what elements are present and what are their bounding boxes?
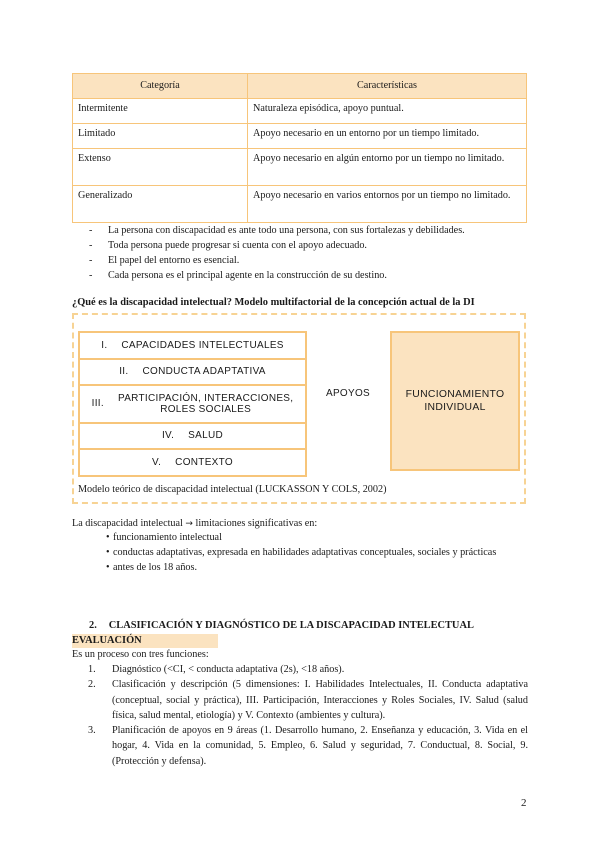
evaluation-intro: Es un proceso con tres funciones: — [72, 649, 209, 660]
section-heading-classification: 2. CLASIFICACIÓN Y DIAGNÓSTICO DE LA DISCAPACIDAD INTELECTUAL — [89, 620, 474, 631]
table-cell: Intermitente — [73, 99, 248, 124]
right-arrow-icon: → — [185, 519, 193, 529]
column-header: Categoría — [73, 74, 248, 99]
table-row — [73, 186, 527, 223]
model-caption: Modelo teórico de discapacidad intelectual (LUCKASSON Y COLS, 2002) — [78, 484, 387, 495]
list-item: • antes de los 18 años. — [106, 561, 530, 576]
evaluation-heading: EVALUACIÓN — [72, 634, 218, 648]
table-cell: Limitado — [73, 124, 248, 149]
di-definition-intro: La discapacidad intelectual → limitaciones significativas en: — [72, 518, 318, 529]
table-row — [73, 149, 527, 186]
list-item: - El papel del entorno es esencial. — [88, 253, 528, 268]
support-intensity-table — [72, 73, 527, 223]
dimension-item: III. PARTICIPACIÓN, INTERACCIONES, ROLES SOCIALES — [80, 384, 305, 422]
list-item: - Cada persona es el principal agente en la construcción de su destino. — [88, 268, 528, 283]
list-item: • funcionamiento intelectual — [106, 531, 530, 546]
individual-functioning-label: FUNCIONAMIENTO INDIVIDUAL — [405, 389, 505, 413]
table-cell: Apoyo necesario en algún entorno por un tiempo no limitado. — [248, 149, 527, 186]
column-header: Características — [248, 74, 527, 99]
table-row — [73, 99, 527, 124]
dimension-item: IV. SALUD — [80, 422, 305, 448]
dimension-item: II. CONDUCTA ADAPTATIVA — [80, 358, 305, 384]
table-header-row — [73, 74, 527, 99]
table-cell: Apoyo necesario en varios entornos por un tiempo no limitado. — [248, 186, 527, 223]
list-item: 1. Diagnóstico (<CI, < conducta adaptativa (2s), <18 años). — [88, 664, 345, 675]
dimension-item: V. CONTEXTO — [80, 448, 305, 475]
principles-list — [88, 223, 528, 283]
dimensions-list — [78, 331, 307, 477]
list-item: - La persona con discapacidad es ante todo una persona, con sus fortalezas y debilidades. — [88, 223, 528, 238]
table-cell: Extenso — [73, 149, 248, 186]
table-cell: Naturaleza episódica, apoyo puntual. — [248, 99, 527, 124]
definition-criteria-list — [106, 531, 530, 575]
list-item: 2. Clasificación y descripción (5 dimensiones: I. Habilidades Intelectuales, II. Conducta adaptativa (conceptual, social y práctica), III. Participación, Interacciones y Roles Sociales, IV. Salud (salud física, salud mental, etiología) y V. Contexto (ambientes y cultura). — [88, 679, 528, 721]
list-item: 3. Planificación de apoyos en 9 áreas (1. Desarrollo humano, 2. Enseñanza y educación, 3. Vida en el hogar, 4. Vida en la comunidad, 5. Empleo, 6. Salud y seguridad, 7. Conductual, 8. Social, 9. (Protección y defensa). — [88, 725, 528, 767]
evaluation-functions-list — [88, 662, 528, 769]
list-item: • conductas adaptativas, expresada en habilidades adaptativas conceptuales, sociales y prácticas — [106, 546, 530, 561]
table-cell: Apoyo necesario en un entorno por un tiempo limitado. — [248, 124, 527, 149]
table-cell: Generalizado — [73, 186, 248, 223]
individual-functioning-box — [390, 331, 520, 471]
dimension-item: I. CAPACIDADES INTELECTUALES — [101, 339, 284, 351]
section-heading-model: ¿Qué es la discapacidad intelectual? Modelo multifactorial de la concepción actual de la DI — [72, 297, 475, 308]
page-number: 2 — [521, 797, 527, 809]
list-item: - Toda persona puede progresar si cuenta con el apoyo adecuado. — [88, 238, 528, 253]
supports-label: APOYOS — [325, 388, 371, 399]
table-row — [73, 124, 527, 149]
